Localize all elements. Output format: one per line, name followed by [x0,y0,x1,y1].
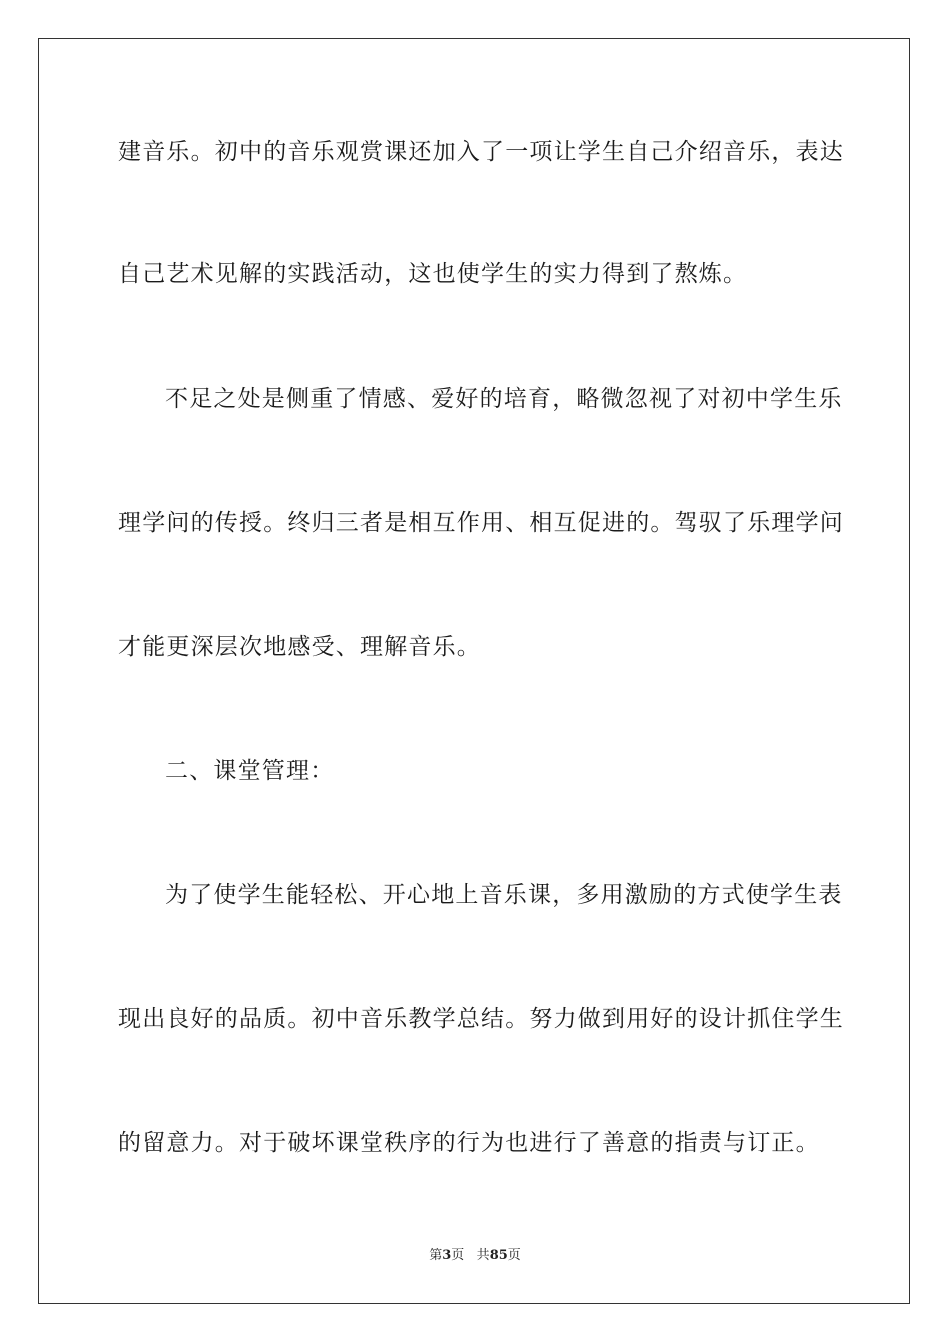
total-pages: 85 [489,1248,508,1263]
text-line-3: 不足之处是侧重了情感、爱好的培育，略微忽视了对初中学生乐 [165,386,843,412]
text-line-5: 才能更深层次地感受、理解音乐。 [118,634,481,660]
page-footer [0,1247,950,1265]
page-suffix: 页 [451,1248,465,1263]
section-heading: 二、课堂管理： [165,758,335,784]
total-prefix: 共 [476,1248,490,1263]
text-line-2: 自己艺术见解的实践活动，这也使学生的实力得到了熬炼。 [118,261,748,287]
text-line-9: 的留意力。对于破坏课堂秩序的行为也进行了善意的指责与订正。 [118,1130,820,1156]
text-line-4: 理学问的传授。终归三者是相互作用、相互促进的。驾驭了乐理学问 [118,510,844,536]
page-number: 3 [442,1248,452,1263]
total-suffix: 页 [507,1248,521,1263]
text-line-1: 建音乐。初中的音乐观赏课还加入了一项让学生自己介绍音乐，表达 [118,139,844,165]
page-prefix: 第 [429,1248,443,1263]
text-line-8: 现出良好的品质。初中音乐教学总结。努力做到用好的设计抓住学生 [118,1006,844,1032]
page-border [38,38,910,1304]
text-line-7: 为了使学生能轻松、开心地上音乐课，多用激励的方式使学生表 [165,882,843,908]
